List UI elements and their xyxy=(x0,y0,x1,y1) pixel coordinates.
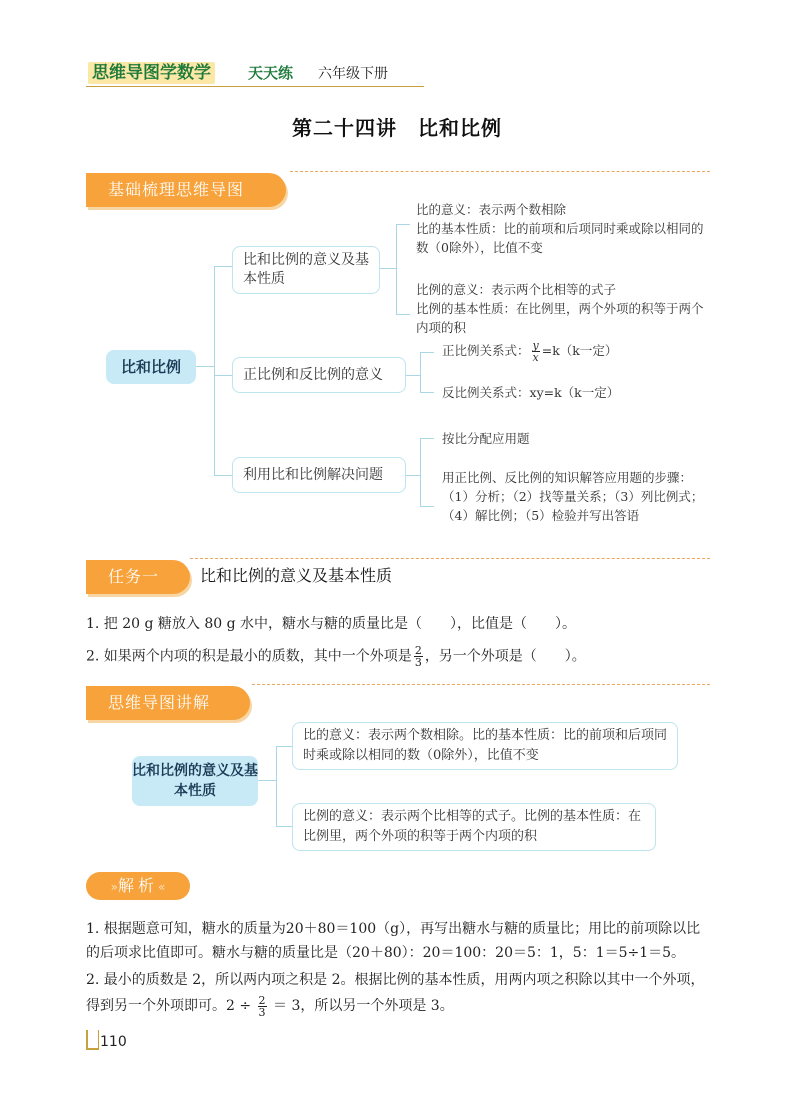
branch-meaning-properties: 比和比例的意义及基本性质 xyxy=(232,246,380,294)
connector xyxy=(196,366,214,367)
branch-direct-inverse: 正比例和反比例的意义 xyxy=(232,357,406,393)
connector xyxy=(420,352,421,392)
task-title: 比和比例的意义及基本性质 xyxy=(200,566,393,585)
page-number: 110 xyxy=(100,1034,127,1050)
explanation-root: 比和比例的意义及基本性质 xyxy=(132,756,258,806)
page-corner-mark xyxy=(86,1030,98,1050)
connector xyxy=(258,780,276,781)
analysis-label: »解析« xyxy=(86,872,190,900)
leaf-direct-formula: 正比例关系式： $\frac{y}{x}$ =k（k一定） xyxy=(442,339,618,364)
connector xyxy=(396,314,410,315)
connector xyxy=(420,506,434,507)
section-divider xyxy=(290,171,710,172)
leaf-proportion-meaning: 比例的意义：表示两个比相等的式子 xyxy=(416,282,617,297)
leaf-inverse-formula: 反比例关系式：xy=k（k一定） xyxy=(442,385,620,400)
leaf-ratio-property: 比的基本性质：比的前项和后项同时乘或除以相同的数（0除外），比值不变 xyxy=(416,221,704,255)
analysis-item-2: 2. 最小的质数是 2，所以两内项之积是 2。根据比例的基本性质，用两内项之积除以其中一个外项，得到另一个外项即可。2 ÷ $\frac{2}{3}$ ＝ 3，所以另一个外项是 3。 xyxy=(86,972,705,1019)
connector xyxy=(406,375,420,376)
connector xyxy=(420,392,434,393)
connector xyxy=(276,746,292,747)
connector xyxy=(406,475,420,476)
connector xyxy=(214,475,232,476)
section-divider xyxy=(190,558,710,559)
connector xyxy=(214,266,215,475)
problem-2: 2. 如果两个内项的积是最小的质数，其中一个外项是 $\frac{2}{3}$ ，另一个外项是（ ）。 xyxy=(86,644,586,669)
lecture-title: 第二十四讲 比和比例 xyxy=(292,116,502,140)
section-tab-mindmap: 基础梳理思维导图 xyxy=(86,173,286,207)
header-rule xyxy=(86,86,424,87)
chevron-left-icon: « xyxy=(158,880,166,894)
section-tab-explanation: 思维导图讲解 xyxy=(86,686,250,720)
leaf-proportion-property: 比例的基本性质：在比例里，两个外项的积等于两个内项的积 xyxy=(416,301,704,335)
explanation-box-proportion: 比例的意义：表示两个比相等的式子。比例的基本性质：在比例里，两个外项的积等于两个内项的积 xyxy=(292,803,656,851)
connector xyxy=(214,266,232,267)
section-divider xyxy=(252,684,710,685)
leaf-steps: 用正比例、反比例的知识解答应用题的步骤：（1）分析；（2）找等量关系；（3）列比例式；（4）解比例；（5）检验并写出答语 xyxy=(442,470,704,523)
brand-logo: 思维导图学数学 xyxy=(88,62,215,84)
connector xyxy=(396,224,410,225)
problem-1: 1. 把 20 g 糖放入 80 g 水中，糖水与糖的质量比是（ ），比值是（ ）。 xyxy=(86,616,577,632)
connector xyxy=(396,224,397,314)
connector xyxy=(276,746,277,826)
branch-solve-problems: 利用比和比例解决问题 xyxy=(232,457,406,493)
leaf-ratio-meaning: 比的意义：表示两个数相除 xyxy=(416,202,567,217)
leaf-distribution: 按比分配应用题 xyxy=(442,431,530,446)
connector xyxy=(276,826,292,827)
grade-label: 六年级下册 xyxy=(318,66,388,82)
connector xyxy=(420,438,421,506)
analysis-item-1: 1. 根据题意可知，糖水的质量为20＋80＝100（g），再写出糖水与糖的质量比；用比的前项除以比的后项求比值即可。糖水与糖的质量比是（20＋80）：20＝100：20＝5：1，5：1＝5÷1＝5。 xyxy=(86,921,701,961)
explanation-box-ratio: 比的意义：表示两个数相除。比的基本性质：比的前项和后项同时乘或除以相同的数（0除外），比值不变 xyxy=(292,722,678,770)
task-tab: 任务一 xyxy=(86,560,190,594)
mindmap-root: 比和比例 xyxy=(106,350,196,384)
connector xyxy=(214,375,232,376)
connector xyxy=(420,438,434,439)
page-divider xyxy=(98,1030,99,1050)
series-name: 天天练 xyxy=(248,64,294,82)
chevron-right-icon: » xyxy=(110,880,118,894)
connector xyxy=(420,352,434,353)
connector xyxy=(380,268,396,269)
